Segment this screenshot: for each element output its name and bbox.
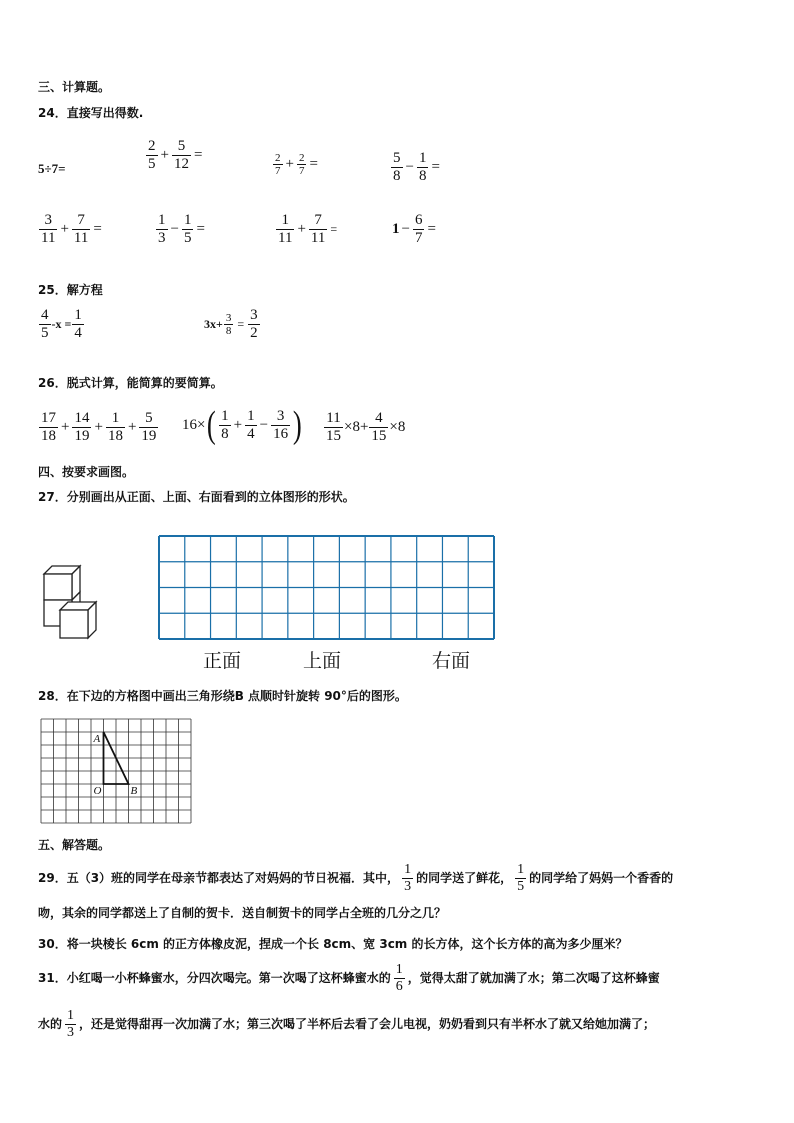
numerator: 1: [404, 861, 412, 877]
q24-expr-2: [145, 138, 204, 173]
numerator: 3: [225, 312, 232, 324]
q31-text-2: ，觉得太甜了就加满了水；第二次喝了这杯蜂蜜: [407, 971, 660, 985]
operator: −: [405, 159, 414, 175]
denominator: 4: [247, 425, 255, 442]
equation-text: 3x+: [204, 317, 223, 331]
denominator: 15: [371, 428, 387, 444]
denominator: 7: [275, 165, 281, 177]
denominator: 11: [41, 230, 56, 246]
q26-calc-1: [38, 410, 159, 445]
denominator: 8: [418, 168, 427, 184]
numerator: 11: [326, 410, 341, 426]
denominator: 6: [395, 978, 403, 994]
operator: −: [259, 416, 269, 433]
q29-line-1: [38, 858, 673, 898]
q27-drawing-grid[interactable]: [158, 535, 495, 640]
numerator: 5: [177, 138, 186, 154]
equation-text: -x =: [51, 317, 72, 331]
q24-expr-7: [275, 212, 339, 247]
operator: −: [401, 221, 410, 237]
equals: =: [93, 221, 102, 237]
numerator: 2: [148, 138, 156, 154]
q28-rotation-grid[interactable]: [40, 718, 192, 824]
numerator: 1: [281, 212, 289, 228]
numerator: 4: [41, 307, 49, 323]
cube-stack-figure: [38, 562, 110, 642]
expr-text: 5÷7=: [38, 161, 66, 176]
denominator: 5: [148, 156, 156, 172]
denominator: 5: [517, 878, 525, 894]
numerator: 1: [221, 407, 229, 424]
right-view-label: 右面: [432, 650, 471, 672]
operator: +: [160, 147, 169, 163]
numerator: 4: [375, 410, 383, 426]
operator: +: [285, 156, 294, 172]
left-paren: (: [207, 404, 217, 446]
denominator: 4: [74, 325, 82, 341]
q29-text-1: 29．五（3）班的同学在母亲节都表达了对妈妈的节日祝福．其中，: [38, 871, 400, 885]
denominator: 16: [273, 425, 289, 442]
q31-text-4: ，还是觉得甜再一次加满了水；第三次喝了半杯后去看了会儿电视，奶奶看到只有半杯水了就又给她加满了；: [79, 1017, 656, 1031]
q26-title: 26．脱式计算，能简算的要简算。: [38, 376, 223, 390]
numerator: 7: [314, 212, 322, 228]
operator: −: [170, 221, 179, 237]
q31-line-1: [38, 958, 660, 998]
denominator: 18: [41, 428, 56, 444]
q31-text-1: 31．小红喝一小杯蜂蜜水，分四次喝完。第一次喝了这杯蜂蜜水的: [38, 971, 391, 985]
point-label-o: O: [93, 785, 102, 797]
section-3-heading: 三、计算题。: [38, 80, 111, 94]
q31-line-2: [38, 1004, 655, 1044]
denominator: 12: [173, 156, 189, 172]
numerator: 6: [414, 212, 423, 228]
q26-calc-3: [323, 410, 405, 445]
numerator: 1: [247, 407, 255, 424]
operator: +: [297, 221, 306, 237]
numerator: 1: [395, 961, 403, 977]
top-view-label: 上面: [303, 650, 342, 672]
operator: +: [233, 416, 243, 433]
q24-expr-1: [38, 161, 66, 177]
numerator: 2: [275, 152, 281, 164]
denominator: 5: [183, 230, 192, 246]
q27-title: 27．分别画出从正面、上面、右面看到的立体图形的形状。: [38, 490, 355, 504]
q24-title: 24．直接写出得数.: [38, 106, 144, 120]
numerator: 7: [77, 212, 85, 228]
numerator: 5: [393, 150, 401, 166]
q24-expr-8: [392, 212, 438, 247]
q25-equation-2: [204, 307, 261, 342]
denominator: 3: [67, 1024, 75, 1040]
q25-title: 25．解方程: [38, 283, 103, 297]
denominator: 8: [393, 168, 401, 184]
calc-text: ×8: [389, 419, 406, 435]
denominator: 19: [74, 428, 90, 444]
numerator: 1: [183, 212, 192, 228]
denominator: 5: [41, 325, 49, 341]
q28-title: 28．在下边的方格图中画出三角形绕B 点顺时针旋转 90°后的图形。: [38, 689, 407, 703]
numerator: 1: [158, 212, 166, 228]
q24-expr-5: [38, 212, 104, 247]
denominator: 11: [278, 230, 293, 246]
denominator: 3: [404, 878, 412, 894]
q29-line-2: 吻，其余的同学都送上了自制的贺卡．送自制贺卡的同学占全班的几分之几？: [38, 906, 447, 920]
front-view-label: 正面: [203, 650, 242, 672]
denominator: 19: [141, 428, 157, 444]
denominator: 11: [310, 230, 326, 246]
numerator: 2: [298, 152, 305, 164]
denominator: 3: [158, 230, 166, 246]
equals: =: [431, 159, 440, 175]
equals: =: [196, 221, 205, 237]
denominator: 18: [107, 428, 123, 444]
operator: +: [94, 419, 103, 435]
section-4-heading: 四、按要求画图。: [38, 465, 135, 479]
equals: =: [237, 317, 245, 331]
numerator: 3: [44, 212, 52, 228]
numerator: 3: [276, 407, 285, 424]
operator: +: [127, 419, 137, 435]
q25-equation-1: [38, 307, 85, 342]
denominator: 15: [326, 428, 341, 444]
numerator: 3: [250, 307, 258, 323]
numerator: 17: [41, 410, 56, 426]
point-label-a: A: [93, 733, 101, 745]
denominator: 11: [73, 230, 89, 246]
numerator: 1: [67, 1007, 75, 1023]
q30-text: 30．将一块棱长 6cm 的正方体橡皮泥，捏成一个长 8cm、宽 3cm 的长方体，这个长方体的高为多少厘米？: [38, 937, 628, 951]
numerator: 1: [418, 150, 427, 166]
numerator: 1: [111, 410, 120, 426]
operator: +: [61, 419, 70, 435]
denominator: 7: [298, 165, 305, 177]
q29-text-3: 的同学给了妈妈一个香香的: [529, 871, 674, 885]
q26-calc-2: [182, 406, 304, 444]
q24-expr-3: [272, 152, 320, 177]
denominator: 2: [250, 325, 258, 341]
equals: =: [330, 222, 338, 236]
equals: =: [309, 156, 318, 172]
q31-text-3: 水的: [38, 1017, 63, 1031]
q24-expr-6: [155, 212, 207, 247]
denominator: 8: [225, 325, 232, 337]
operator: +: [60, 221, 69, 237]
q24-expr-4: [390, 150, 442, 185]
denominator: 8: [221, 425, 229, 442]
calc-text: 16×: [182, 416, 206, 433]
equals: =: [427, 221, 436, 237]
right-paren: ): [292, 404, 302, 446]
equals: =: [193, 147, 203, 163]
numerator: 1: [74, 307, 82, 323]
numerator: 14: [74, 410, 90, 426]
denominator: 7: [414, 230, 423, 246]
numerator: 5: [145, 410, 153, 426]
numerator: 1: [517, 861, 525, 877]
point-label-b: B: [130, 785, 138, 797]
section-5-heading: 五、解答题。: [38, 838, 111, 852]
q29-text-2: 的同学送了鲜花，: [416, 871, 513, 885]
whole-number: 1: [392, 221, 400, 237]
calc-text: ×8+: [344, 419, 369, 435]
